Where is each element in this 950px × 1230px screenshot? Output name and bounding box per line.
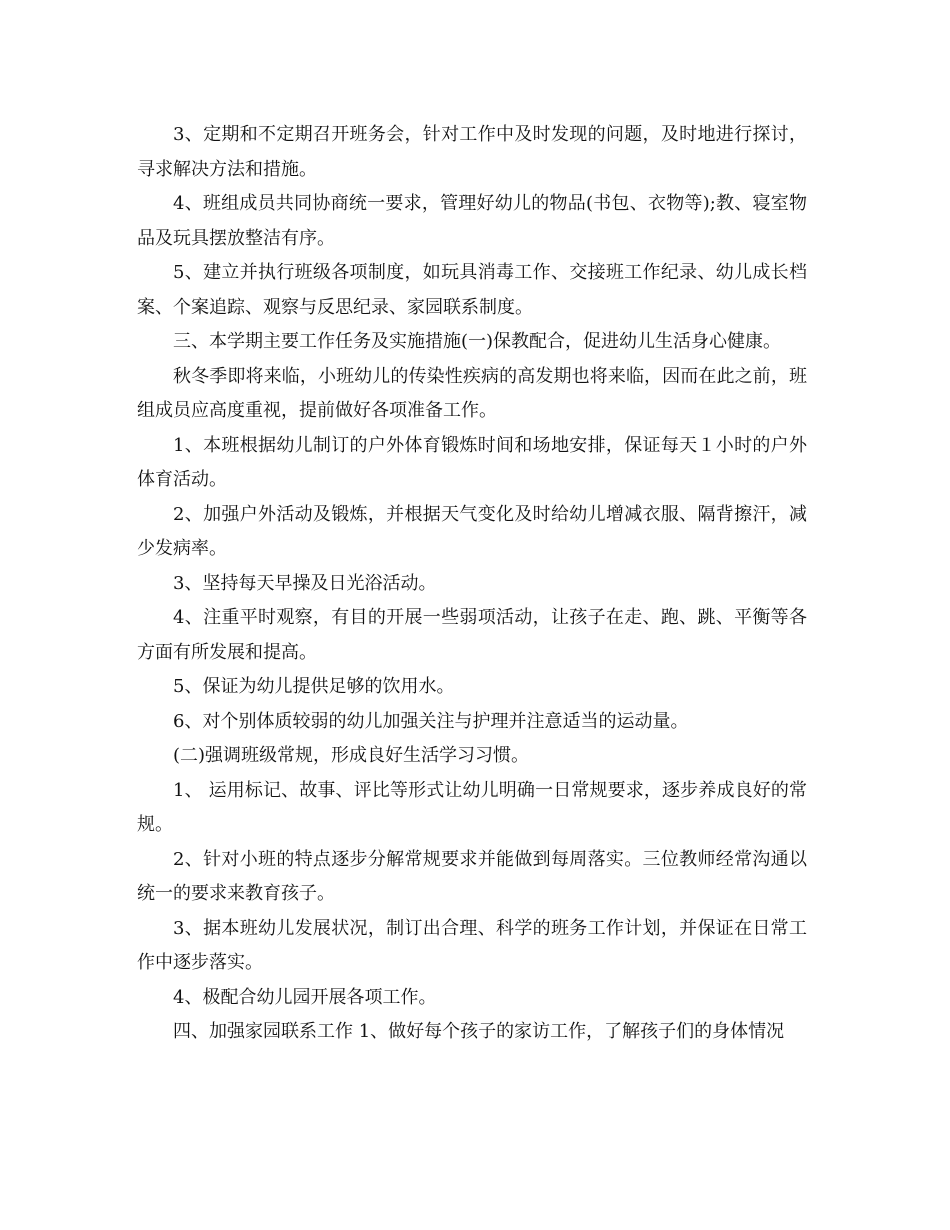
paragraph: 2、针对小班的特点逐步分解常规要求并能做到每周落实。三位教师经常沟通以统一的要求来教育孩子。 [137, 848, 807, 904]
paragraph: 4、注重平时观察，有目的开展一些弱项活动，让孩子在走、跑、跳、平衡等各方面有所发展和提高。 [137, 607, 807, 663]
paragraph: 4、班组成员共同协商统一要求，管理好幼儿的物品(书包、衣物等);教、寝室物品及玩具摆放整洁有序。 [137, 193, 807, 249]
paragraph: 5、建立并执行班级各项制度，如玩具消毒工作、交接班工作纪录、幼儿成长档案、个案追踪、观察与反思纪录、家园联系制度。 [137, 262, 807, 318]
paragraph: 秋冬季即将来临，小班幼儿的传染性疾病的高发期也将来临，因而在此之前，班组成员应高度重视，提前做好各项准备工作。 [137, 365, 807, 421]
paragraph: 3、定期和不定期召开班务会，针对工作中及时发现的问题，及时地进行探讨，寻求解决方法和措施。 [137, 124, 807, 180]
paragraph: 3、据本班幼儿发展状况，制订出合理、科学的班务工作计划，并保证在日常工作中逐步落实。 [137, 917, 807, 973]
paragraph: 4、极配合幼儿园开展各项工作。 [173, 986, 437, 1008]
paragraph: 1、 运用标记、故事、评比等形式让幼儿明确一日常规要求，逐步养成良好的常规。 [137, 779, 807, 835]
paragraph: 6、对个别体质较弱的幼儿加强关注与护理并注意适当的运动量。 [173, 710, 689, 732]
paragraph: 2、加强户外活动及锻炼，并根据天气变化及时给幼儿增减衣服、隔背擦汗，减少发病率。 [137, 503, 807, 559]
paragraph: 1、本班根据幼儿制订的户外体育锻炼时间和场地安排，保证每天１小时的户外体育活动。 [137, 434, 807, 490]
section-heading: 四、加强家园联系工作 1、做好每个孩子的家访工作，了解孩子们的身体情况 [173, 1021, 785, 1042]
document-body [137, 118, 807, 1050]
section-heading: (二)强调班级常规，形成良好生活学习习惯。 [173, 745, 530, 766]
section-heading: 三、本学期主要工作任务及实施措施(一)保教配合，促进幼儿生活身心健康。 [173, 331, 782, 352]
paragraph: 5、保证为幼儿提供足够的饮用水。 [173, 676, 455, 697]
paragraph: 3、坚持每天早操及日光浴活动。 [173, 572, 437, 594]
